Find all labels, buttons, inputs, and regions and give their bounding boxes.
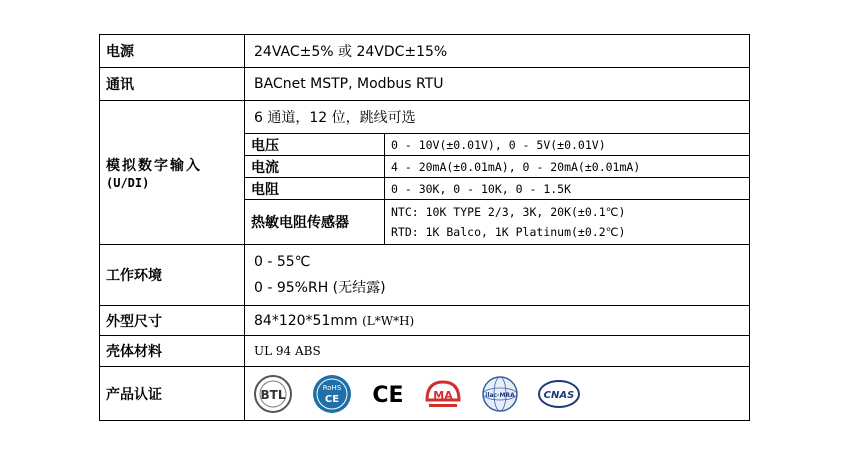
dims-value-cell — [245, 306, 750, 336]
rohs-logo-sub: CE — [324, 393, 340, 405]
power-label: 电源 — [100, 35, 245, 68]
cnas-logo-icon — [537, 377, 581, 411]
spec-table — [99, 34, 750, 421]
shell-label: 壳体材料 — [100, 336, 245, 367]
rohs-logo-icon — [311, 373, 353, 415]
ilac-mra-logo-text: ilac-MRA — [485, 391, 515, 399]
env-temp: 0 - 55℃ — [254, 254, 311, 270]
current-value: 4 - 20mA(±0.01mA), 0 - 20mA(±0.01mA) — [385, 156, 750, 178]
env-value-cell — [245, 245, 750, 306]
row-dims — [100, 306, 750, 336]
ilac-mra-logo-icon — [481, 375, 519, 413]
dims-value: 84*120*51mm — [254, 312, 358, 329]
certs-list — [245, 368, 749, 420]
dims-label: 外型尺寸 — [100, 306, 245, 336]
ce-mark-text: CE — [372, 382, 404, 408]
row-power — [100, 35, 750, 68]
row-shell — [100, 336, 750, 367]
voltage-label: 电压 — [245, 134, 385, 156]
analog-label-cell — [100, 101, 245, 245]
thermistor-ntc: NTC: 10K TYPE 2/3, 3K, 20K(±0.1℃) — [391, 205, 626, 219]
cnas-logo-text: CNAS — [543, 389, 575, 401]
env-label: 工作环境 — [100, 245, 245, 306]
btl-logo-text: BTL — [260, 387, 286, 402]
analog-label-sub: (U/DI) — [106, 175, 150, 190]
comm-value: BACnet MSTP, Modbus RTU — [245, 68, 750, 101]
resistance-value: 0 - 30K, 0 - 10K, 0 - 1.5K — [385, 178, 750, 200]
current-label: 电流 — [245, 156, 385, 178]
btl-logo-icon — [253, 374, 293, 414]
dims-value-sub: (L*W*H) — [362, 313, 415, 328]
comm-label: 通讯 — [100, 68, 245, 101]
power-value: 24VAC±5% 或 24VDC±15% — [245, 35, 750, 68]
resistance-label: 电阻 — [245, 178, 385, 200]
analog-intro: 6 通道，12 位，跳线可选 — [245, 101, 750, 134]
thermistor-rtd: RTD: 1K Balco, 1K Platinum(±0.2℃) — [391, 225, 626, 239]
voltage-value: 0 - 10V(±0.01V), 0 - 5V(±0.01V) — [385, 134, 750, 156]
thermistor-label: 热敏电阻传感器 — [245, 200, 385, 245]
cma-logo-icon — [423, 376, 463, 412]
env-humidity: 0 - 95%RH (无结露) — [254, 280, 386, 296]
row-env — [100, 245, 750, 306]
shell-value: UL 94 ABS — [245, 336, 750, 367]
row-certs — [100, 367, 750, 421]
ce-mark-icon — [371, 379, 405, 409]
certs-cell — [245, 367, 750, 421]
cma-logo-text: MA — [433, 388, 453, 402]
analog-label: 模拟数字输入 — [106, 157, 202, 174]
thermistor-value-cell — [385, 200, 750, 245]
row-comm — [100, 68, 750, 101]
rohs-logo-text: RoHS — [322, 383, 342, 392]
row-analog-intro — [100, 101, 750, 134]
certs-label: 产品认证 — [100, 367, 245, 421]
